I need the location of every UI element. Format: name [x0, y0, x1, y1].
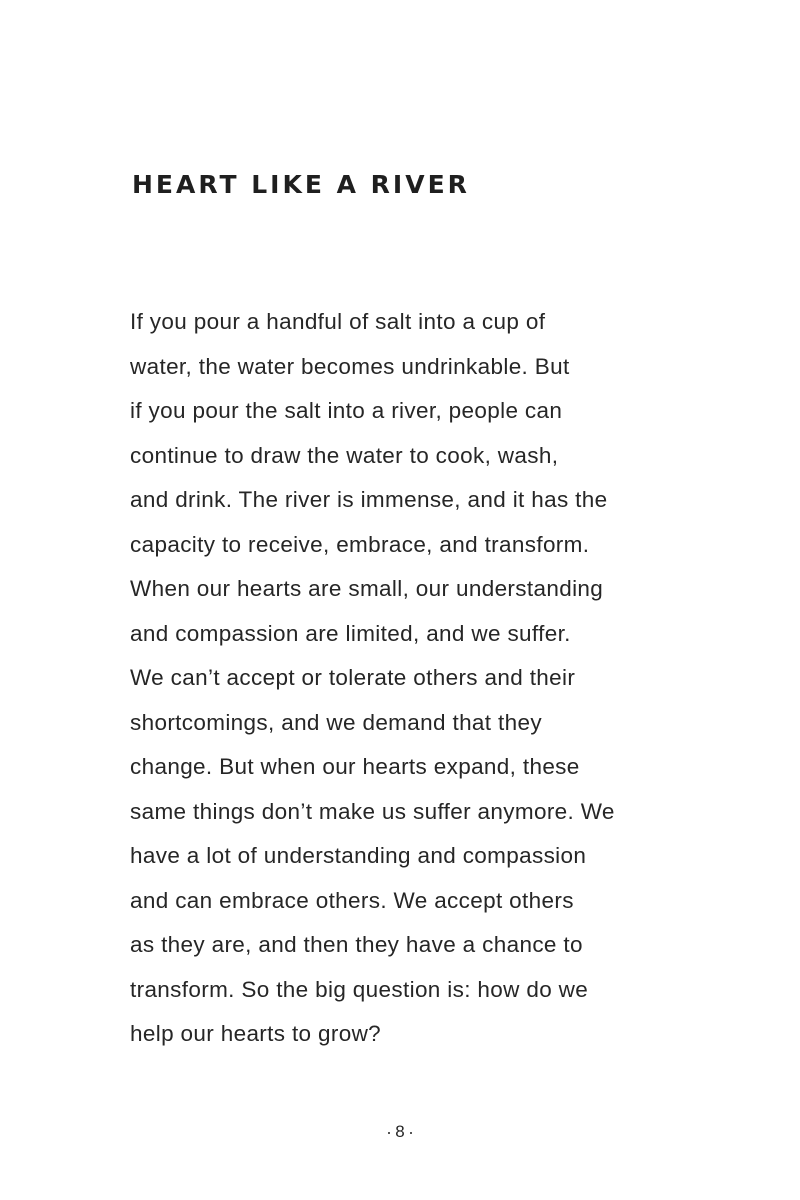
page-number: 8: [395, 1122, 405, 1141]
chapter-title: HEART LIKE A RIVER: [132, 170, 470, 199]
page-number-right-dot: [410, 1132, 412, 1134]
page-number-footer: [0, 1122, 800, 1142]
paragraph-line: same things don’t make us suffer anymore. We: [130, 798, 615, 824]
paragraph-line: as they are, and then they have a chance to: [130, 932, 583, 957]
paragraph-line: and can embrace others. We accept others: [130, 887, 574, 913]
paragraph-line: When our hearts are small, our understanding: [130, 576, 604, 601]
paragraph-line: if you pour the salt into a river, people can: [130, 398, 563, 423]
paragraph-line: change. But when our hearts expand, these: [130, 754, 580, 779]
paragraph-line: and compassion are limited, and we suffer.: [130, 620, 571, 646]
paragraph-line: shortcomings, and we demand that they: [130, 709, 542, 735]
paragraph-line: help our hearts to grow?: [130, 1021, 382, 1046]
paragraph-line: continue to draw the water to cook, wash,: [130, 442, 559, 468]
paragraph-line: capacity to receive, embrace, and transform.: [130, 531, 590, 557]
paragraph-line: transform. So the big question is: how do we: [130, 976, 589, 1002]
body-paragraph: [130, 300, 690, 1057]
paragraph-line: We can’t accept or tolerate others and their: [130, 665, 576, 690]
paragraph-line: have a lot of understanding and compassion: [130, 843, 587, 868]
paragraph-line: water, the water becomes undrinkable. But: [130, 353, 570, 379]
paragraph-line: and drink. The river is immense, and it has the: [130, 487, 608, 512]
page-number-left-dot: [388, 1132, 390, 1134]
paragraph-line: If you pour a handful of salt into a cup of: [130, 309, 546, 334]
